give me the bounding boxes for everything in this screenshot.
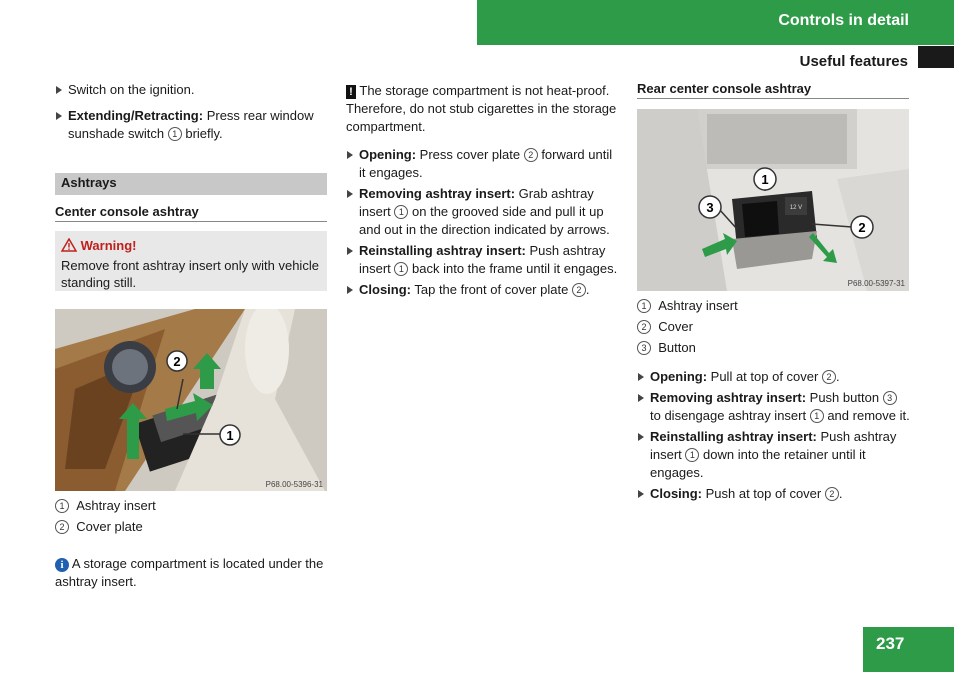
section-marker — [918, 46, 954, 68]
step-sunshade: Extending/Retracting: Press rear window sunshade switch 1 briefly. — [55, 107, 327, 143]
info-icon: i — [55, 558, 69, 572]
image-callout-1: 1 — [226, 428, 234, 443]
warning-box — [55, 231, 327, 291]
section-ashtrays: Ashtrays — [55, 173, 327, 195]
legend-2 — [637, 295, 909, 358]
step-ignition: Switch on the ignition. — [55, 81, 327, 99]
step-reinstalling: Reinstalling ashtray insert: Push ashtray insert 1 down into the retainer until it engages. — [637, 428, 911, 482]
legend-item: 1 Ashtray insert — [637, 295, 909, 316]
column-3-steps — [637, 368, 911, 503]
socket-label: 12 V — [789, 205, 803, 211]
legend-item: 2 Cover plate — [55, 516, 327, 537]
chapter-title: Controls in detail — [778, 12, 909, 29]
step-closing: Closing: Push at top of cover 2 . — [637, 485, 911, 503]
legend-item: 3 Button — [637, 337, 909, 358]
warning-title: Warning! — [80, 238, 137, 253]
image-callout-1: 1 — [761, 172, 769, 187]
info-text: A storage compartment is located under the ashtray insert. — [55, 556, 324, 589]
image-callout-3: 3 — [706, 200, 714, 215]
callout-number: 1 — [168, 127, 182, 141]
section-title: Useful features — [799, 53, 908, 70]
step-removing: Removing ashtray insert: Push button 3 to disengage ashtray insert 1 and remove it. — [637, 389, 911, 425]
warning-text: Remove front ashtray insert only with vehicle standing still. — [61, 258, 319, 290]
step-opening: Opening: Pull at top of cover 2 . — [637, 368, 911, 386]
warning-triangle-icon — [61, 238, 77, 252]
rear-console-image — [637, 109, 909, 291]
legend-1 — [55, 495, 327, 537]
step-reinstalling: Reinstalling ashtray insert: Push ashtray insert 1 back into the frame until it engages. — [346, 242, 618, 278]
step-closing: Closing: Tap the front of cover plate 2 . — [346, 281, 618, 299]
column-2 — [346, 82, 618, 299]
step-opening: Opening: Press cover plate 2 forward until it engages. — [346, 146, 618, 182]
image-code: P68.00-5396-31 — [265, 480, 323, 489]
info-note — [55, 555, 327, 591]
subhead-rear-console: Rear center console ashtray — [637, 81, 909, 99]
warning-header — [61, 237, 321, 254]
exclamation-icon: ! — [346, 85, 356, 99]
subhead-center-console: Center console ashtray — [55, 204, 327, 222]
legend-item: 1 Ashtray insert — [55, 495, 327, 516]
image-callout-2: 2 — [173, 354, 181, 369]
image-callout-2: 2 — [858, 220, 866, 235]
image-code: P68.00-5397-31 — [847, 279, 905, 288]
notice: ! The storage compartment is not heat-proof. Therefore, do not stub cigarettes in the storage compartment. — [346, 83, 617, 134]
column-1 — [55, 81, 327, 143]
step-removing: Removing ashtray insert: Grab ashtray insert 1 on the grooved side and pull it up and out in the direction indicated by arrows. — [346, 185, 618, 239]
center-console-image — [55, 309, 327, 491]
legend-item: 2 Cover — [637, 316, 909, 337]
page-number: 237 — [876, 634, 905, 653]
